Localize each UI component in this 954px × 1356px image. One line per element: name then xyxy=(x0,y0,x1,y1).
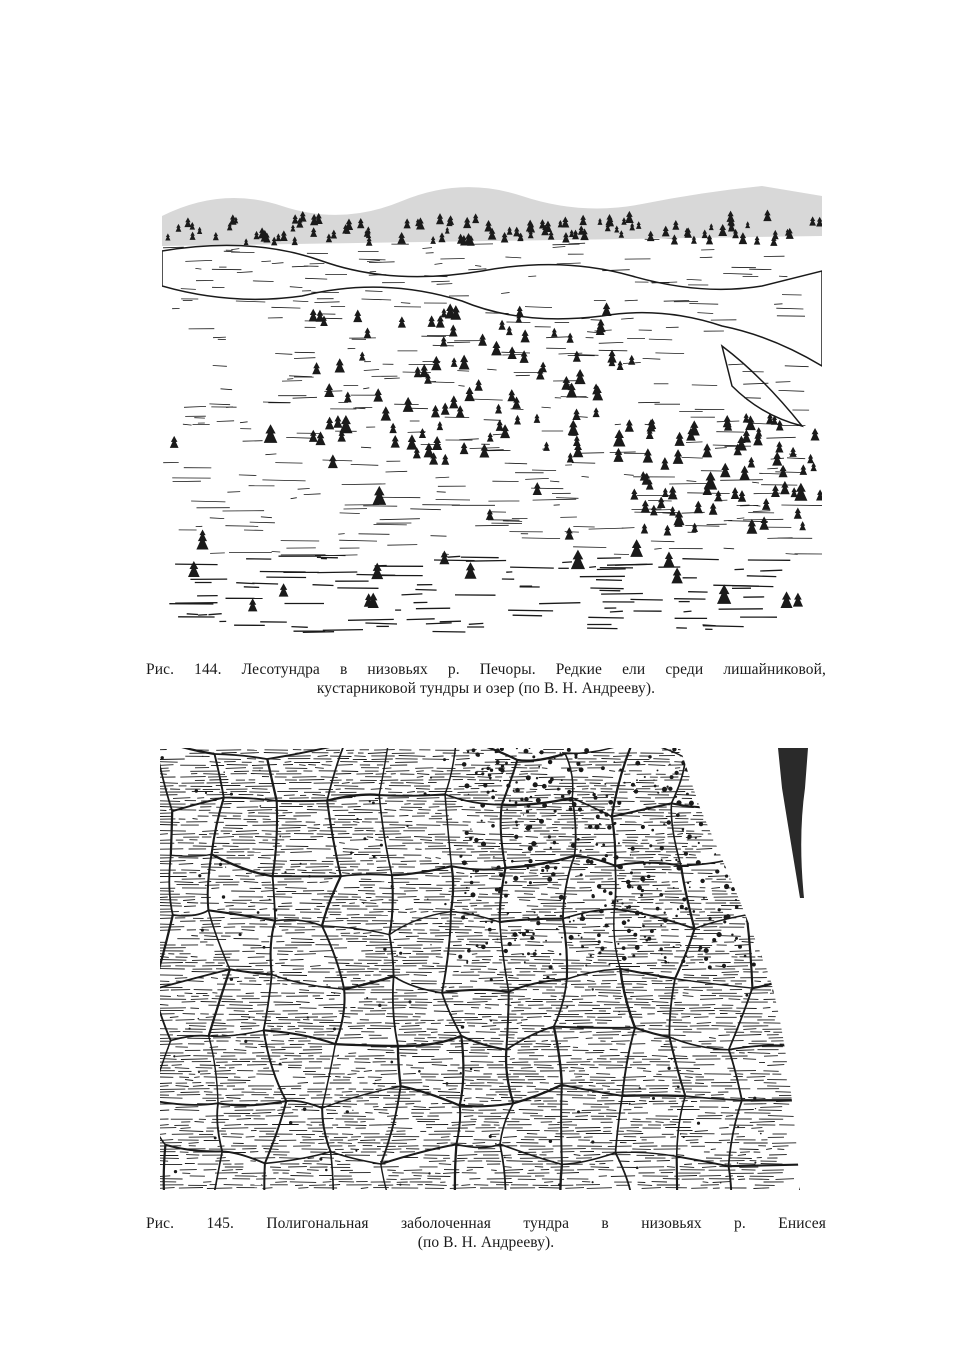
polygonal-tundra-image xyxy=(160,748,808,1190)
forest-tundra-drawing xyxy=(162,176,822,636)
polygonal-tundra-photograph xyxy=(160,748,808,1190)
caption-line: кустарниковой тундры и озер (по В. Н. Андрееву). xyxy=(316,680,656,697)
caption-line: (по В. Н. Андрееву). xyxy=(417,1234,555,1251)
forest-tundra-illustration xyxy=(162,176,822,636)
caption-line: Рис. 145. Полигональная заболоченная тундра в низовьях р. Енисея xyxy=(146,1215,826,1232)
figure-144-caption xyxy=(146,660,826,698)
figure-145-caption xyxy=(146,1214,826,1252)
caption-line: Рис. 144. Лесотундра в низовьях р. Печоры. Редкие ели среди лишайниковой, xyxy=(146,661,826,678)
